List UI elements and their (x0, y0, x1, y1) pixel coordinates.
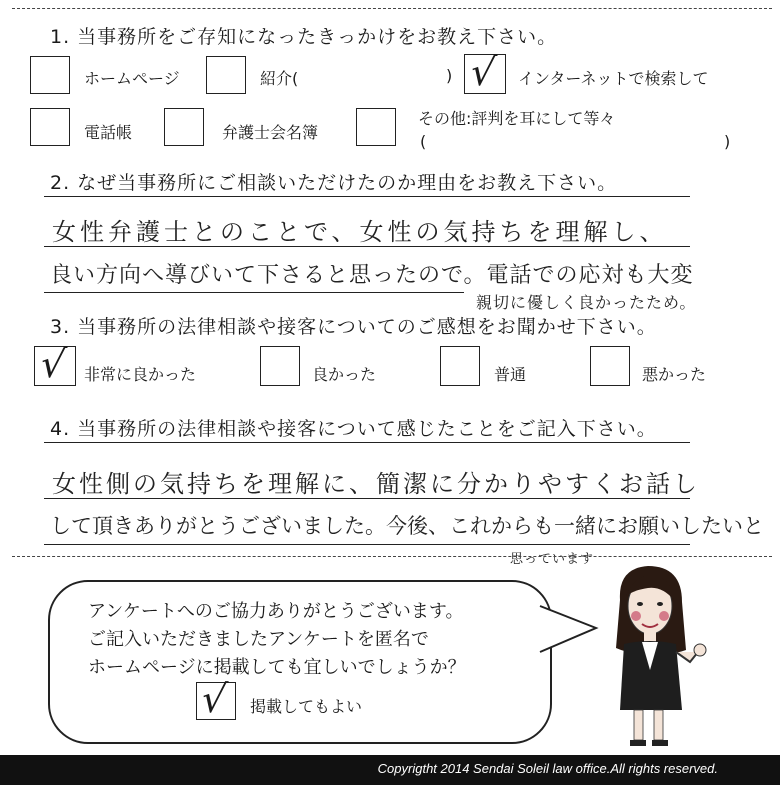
top-divider (12, 8, 772, 9)
q2-title: 2. なぜ当事務所にご相談いただけたのか理由をお教え下さい。 (50, 172, 618, 194)
other-paren-close: ) (724, 132, 731, 151)
checkbox-homepage[interactable] (30, 56, 70, 94)
label-average: 普通 (494, 365, 527, 384)
q2-underline (44, 196, 690, 197)
check-mark-icon: √ (467, 50, 499, 94)
q4-line1-rule (44, 498, 690, 499)
checkbox-bad[interactable] (590, 346, 630, 386)
label-consent: 掲載してもよい (250, 697, 363, 716)
checkbox-introduction[interactable] (206, 56, 246, 94)
label-phonebook: 電話帳 (84, 123, 133, 142)
check-mark-icon: √ (37, 342, 69, 386)
label-internet: インターネットで検索して (518, 69, 709, 88)
q4-line2-rule (44, 544, 690, 545)
checkbox-average[interactable] (440, 346, 480, 386)
q1-title: 1. 当事務所をご存知になったきっかけをお教え下さい。 (50, 26, 558, 48)
checkbox-internet[interactable] (464, 50, 506, 94)
q4-answer-line1: 女性側の気持ちを理解に、簡潔に分かりやすくお話し (52, 470, 700, 498)
label-other: その他:評判を耳にして等々 (418, 109, 616, 128)
label-bar-directory: 弁護士会名簿 (222, 123, 319, 142)
copyright-text: Copyrigtht 2014 Sendai Soleil law office.All rights reserved. (377, 761, 718, 776)
q2-answer-line1: 女性弁護士とのことで、女性の気持ちを理解し、 (52, 218, 668, 246)
checkbox-bar-directory[interactable] (164, 108, 204, 146)
label-introduction-close: ) (446, 66, 453, 85)
label-homepage: ホームページ (84, 69, 180, 88)
check-mark-icon: √ (198, 677, 230, 721)
q2-answer-line2: 良い方向へ導びいて下さると思ったので。電話での応対も大変 (50, 263, 694, 288)
q2-line1-rule (44, 246, 690, 247)
q4-underline (44, 442, 690, 443)
lawyer-illustration-icon (590, 560, 710, 752)
q4-answer-line3: 思っています (510, 552, 595, 567)
checkbox-phonebook[interactable] (30, 108, 70, 146)
q3-title: 3. 当事務所の法律相談や接客についてのご感想をお聞かせ下さい。 (50, 316, 657, 338)
q4-answer-line2: して頂きありがとうございました。今後、これからも一緒にお願いしたいと (50, 514, 764, 538)
section-divider (12, 556, 772, 557)
checkbox-consent[interactable] (196, 677, 236, 721)
q2-answer-line3: 親切に優しく良かったため。 (476, 293, 697, 312)
bubble-line1: アンケートへのご協力ありがとうございます。 (88, 601, 464, 622)
checkbox-very-good[interactable] (34, 342, 76, 386)
bubble-line2: ご記入いただきましたアンケートを匿名で (88, 629, 429, 650)
label-bad: 悪かった (642, 365, 707, 384)
label-introduction: 紹介( (260, 69, 299, 88)
q2-line2-rule (44, 292, 464, 293)
other-paren-open: ( (420, 132, 427, 151)
footer-bar (0, 755, 780, 785)
checkbox-good[interactable] (260, 346, 300, 386)
q4-title: 4. 当事務所の法律相談や接客について感じたことをご記入下さい。 (50, 418, 657, 440)
bubble-line3: ホームページに掲載しても宜しいでしょうか？ (88, 657, 466, 678)
label-very-good: 非常に良かった (84, 365, 197, 384)
checkbox-other[interactable] (356, 108, 396, 146)
label-good: 良かった (312, 365, 377, 384)
